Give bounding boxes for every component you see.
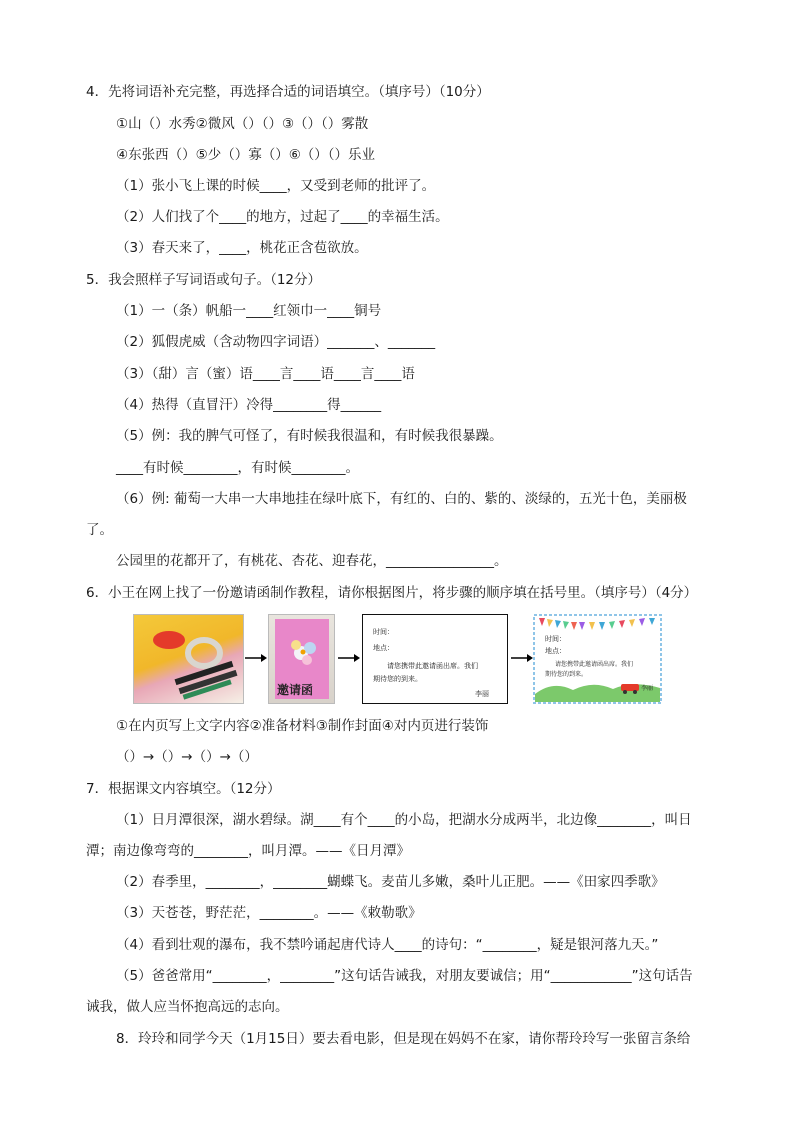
flower-icon [301, 650, 306, 655]
q4-sentence-2: （2）人们找了个____的地方，过起了____的幸福生活。 [116, 209, 449, 225]
scissors-handle-icon [153, 631, 185, 649]
q4-words-line1: ①山（）水秀②微风（）（）③（）（）雾散 [116, 116, 369, 132]
q4-words-line2: ④东张西（）⑤少（）寡（）⑥（）（）乐业 [116, 147, 376, 163]
q7-item-1-cont: 潭；南边像弯弯的________，叫月潭。——《日月潭》 [86, 843, 410, 859]
q7-item-5-cont: 诫我，做人应当怀抱高远的志向。 [86, 999, 289, 1015]
q5-item-5-blank: ____有时候________，有时候________。 [116, 460, 359, 476]
q5-title: 5．我会照样子写词语或句子。（12分） [86, 272, 322, 288]
card-time-label: 时间： [373, 628, 394, 636]
decorated-page [533, 614, 662, 704]
tape-roll-icon [188, 640, 220, 666]
q5-item-4: （4）热得（直冒汗）冷得________得______ [116, 397, 382, 413]
q5-item-3: （3）（甜）言（蜜）语____言____语____言____语 [116, 366, 415, 382]
q6-options: ①在内页写上文字内容②准备材料③制作封面④对内页进行装饰 [116, 718, 489, 734]
q5-item-1: （1）一（条）帆船一____红领巾一____铜号 [116, 303, 382, 319]
card-signature: 李丽 [475, 690, 489, 698]
q5-item-6-blank: 公园里的花都开了，有桃花、杏花、迎春花，________________。 [116, 553, 508, 569]
decorated-time-label: 时间： [545, 635, 566, 643]
inner-page-text [362, 614, 508, 704]
q7-title: 7．根据课文内容填空。（12分） [86, 781, 281, 797]
decorated-body-1: 请您携带此邀请函出席。我们 [555, 661, 634, 668]
card-place-label: 地点： [373, 644, 394, 652]
q5-item-2: （2）狐假虎威（含动物四字词语）_______、_______ [116, 334, 436, 350]
q7-item-3: （3）天苍苍，野茫茫，________。——《敕勒歌》 [116, 905, 422, 921]
car-icon [621, 684, 639, 691]
materials-photo [133, 614, 244, 704]
q7-item-2: （2）春季里，________，________蝴蝶飞。麦苗儿多嫩，桑叶儿正肥。——《田家四季歌》 [116, 874, 665, 890]
card-body-2: 期待您的到来。 [373, 675, 422, 683]
cover-title: 邀请函 [277, 683, 314, 697]
arrow-right-icon [244, 651, 268, 665]
q8-intro: 8．玲玲和同学今天（1月15日）要去看电影，但是现在妈妈不在家，请你帮玲玲写一张留言条给 [116, 1031, 691, 1047]
arrow-right-icon [337, 651, 361, 665]
card-body-1: 请您携带此邀请函出席。我们 [387, 662, 478, 670]
decorated-place-label: 地点： [545, 647, 566, 655]
arrow-right-icon [510, 651, 534, 665]
q7-item-1: （1）日月潭很深，湖水碧绿。湖____有个____的小岛，把湖水分成两半，北边像________，叫日 [116, 812, 692, 828]
decorated-body-2: 期待您的到来。 [545, 671, 588, 678]
q4-sentence-3: （3）春天来了，____，桃花正含苞欲放。 [116, 240, 368, 256]
q5-item-5-example: （5）例：我的脾气可怪了，有时候我很温和，有时候我很暴躁。 [116, 428, 503, 444]
q6-order-blanks: （）→（）→（）→（） [116, 749, 258, 765]
q4-sentence-1: （1）张小飞上课的时候____，又受到老师的批评了。 [116, 178, 436, 194]
q5-item-6-example: （6）例: 葡萄一大串一大串地挂在绿叶底下，有红的、白的、紫的、淡绿的，五光十色，美丽极 [116, 491, 687, 507]
cover-photo [268, 614, 335, 704]
q4-title: 4．先将词语补充完整，再选择合适的词语填空。（填序号）（10分） [86, 84, 490, 100]
q6-title: 6．小王在网上找了一份邀请函制作教程，请你根据图片，将步骤的顺序填在括号里。（填序号）（4分） [86, 585, 698, 601]
q5-item-6-example-cont: 了。 [86, 522, 113, 538]
q7-item-4: （4）看到壮观的瀑布，我不禁吟诵起唐代诗人____的诗句：“________，疑是银河落九天。” [116, 937, 659, 953]
q7-item-5: （5）爸爸常用“________，________”这句话告诫我，对朋友要诚信；用“____________”这句话告 [116, 968, 693, 984]
decorated-signature: 李丽 [641, 685, 654, 692]
